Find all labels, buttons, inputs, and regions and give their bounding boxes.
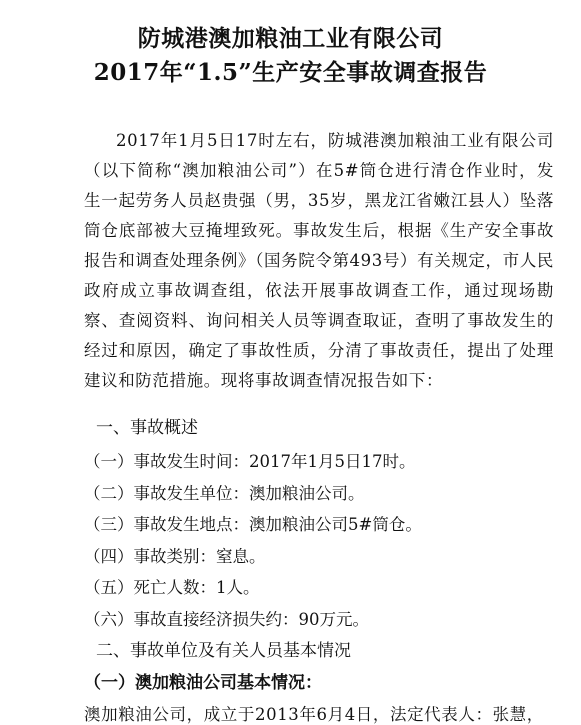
overview-item-unit: （二）事故发生单位：澳加粮油公司。 xyxy=(84,484,365,503)
overview-item-deaths: （五）死亡人数：1人。 xyxy=(84,578,260,597)
overview-item-location: （三）事故发生地点：澳加粮油公司5#筒仓。 xyxy=(84,515,422,534)
subsection-heading-company: （一）澳加粮油公司基本情况： xyxy=(84,673,322,693)
document-title-line-2: 2017年“1.5”生产安全事故调查报告 xyxy=(93,59,488,86)
section-heading-units: 二、事故单位及有关人员基本情况 xyxy=(96,641,351,661)
document-title-line-1: 防城港澳加粮油工业有限公司 xyxy=(137,25,444,52)
overview-item-loss: （六）事故直接经济损失约：90万元。 xyxy=(84,610,369,629)
overview-item-category: （四）事故类别：窒息。 xyxy=(84,547,266,566)
company-description-line: 澳加粮油公司，成立于2013年6月4日，法定代表人：张慧， xyxy=(84,705,544,724)
intro-paragraph: 2017年1月5日17时左右，防城港澳加粮油工业有限公司（以下简称“澳加粮油公司”）在5#筒仓进行清仓作业时，发生一起劳务人员赵贵强（男，35岁，黑龙江省嫩江县人）坠落筒仓底部被大豆掩埋致死。事故发生后，根据《生产安全事故报告和调查处理条例》（国务院令第493号）有关规定，市人民政府成立事故调查组，依法开展事故调查工作，通过现场勘察、查阅资料、询问相关人员等调查取证，查明了事故发生的经过和原因，确定了事故性质，分清了事故责任，提出了处理建议和防范措施。现将事故调查情况报告如下： xyxy=(84,131,554,390)
section-heading-overview: 一、事故概述 xyxy=(96,418,198,438)
overview-item-time: （一）事故发生时间：2017年1月5日17时。 xyxy=(84,452,416,471)
